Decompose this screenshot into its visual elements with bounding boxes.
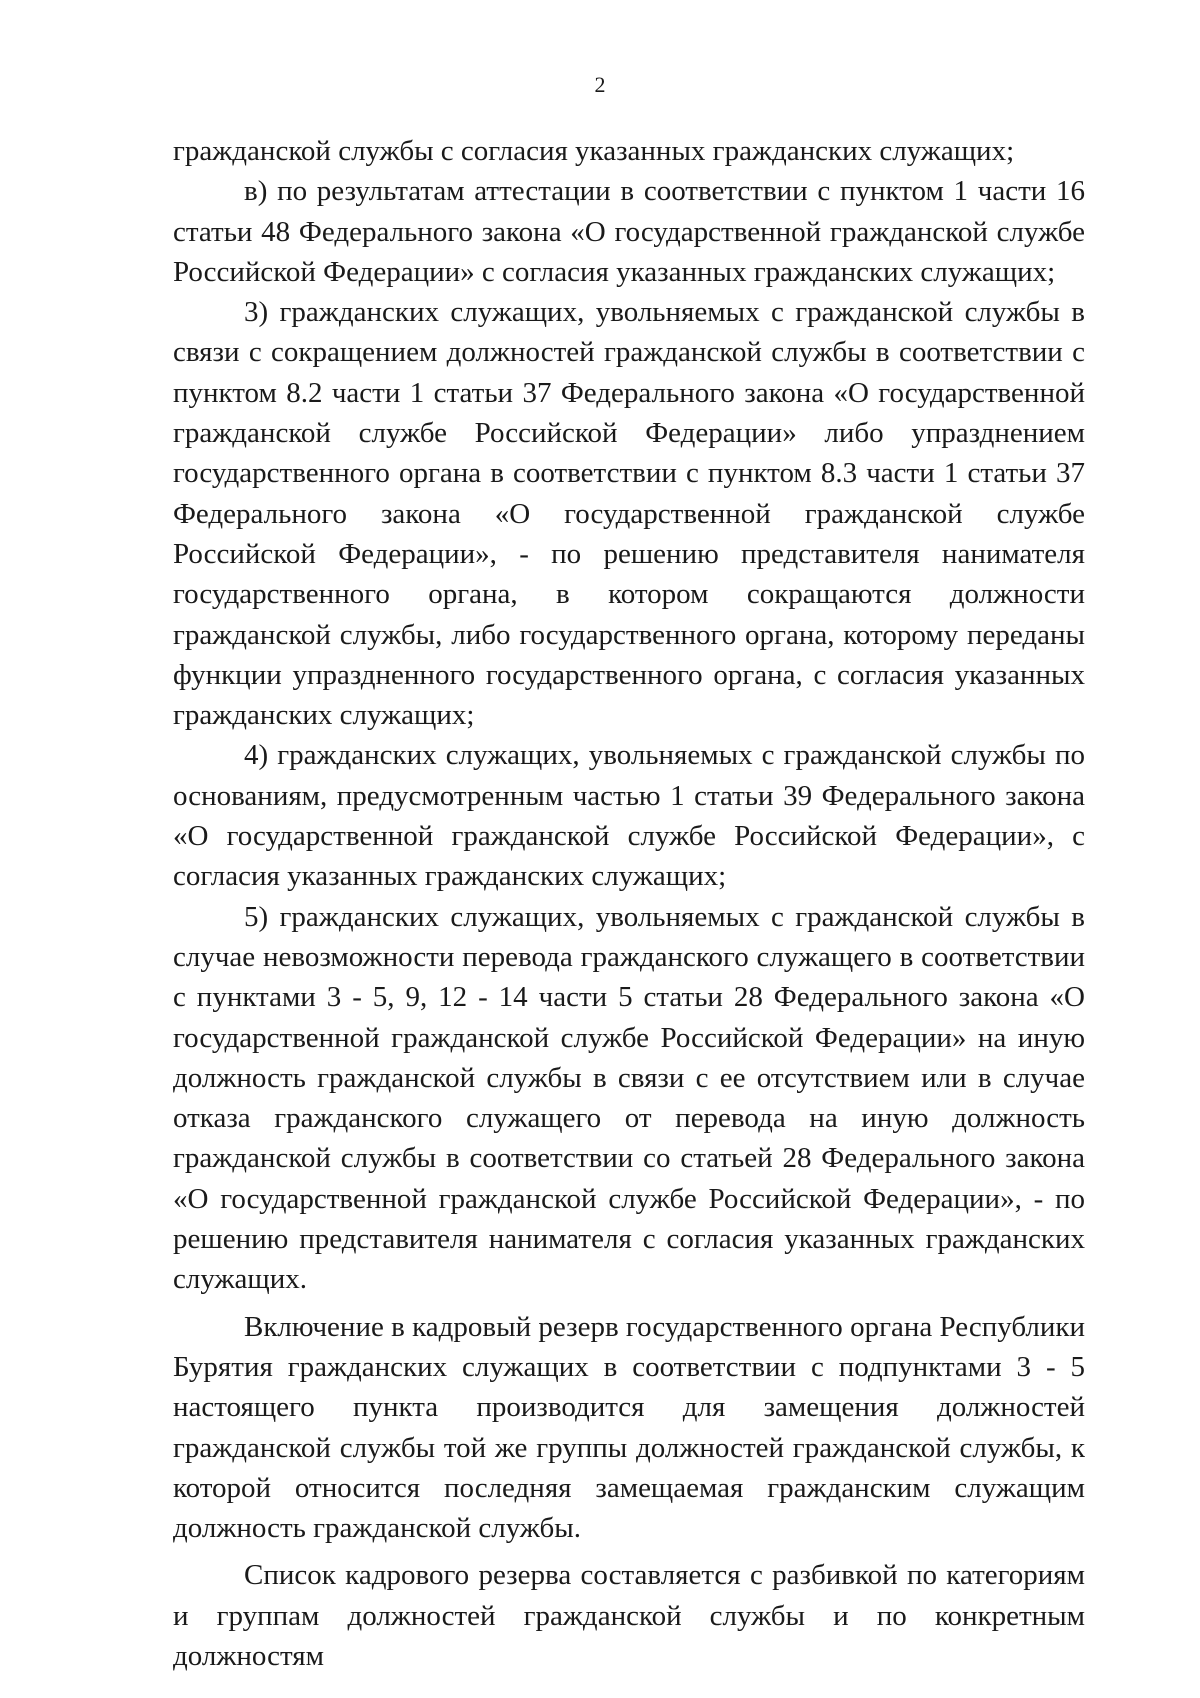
paragraph-item-5: 5) гражданских служащих, увольняемых с гражданской службы в случае невозможности перевода гражданского служащего в соответствии с пунктами 3 - 5, 9, 12 - 14 части 5 статьи 28 Федерального закона «О государственной гражданской службе Российской Федерации» на иную должность гражданской службы в связи с ее отсутствием или в случае отказа гражданского служащего от перевода на иную должность гражданской службы в соответствии со статьей 28 Федерального закона «О государственной гражданской службе Российской Федерации», - по решению представителя нанимателя с согласия указанных гражданских служащих.	[173, 900, 1085, 1296]
page-number: 2	[594, 72, 606, 97]
paragraph-item-3: 3) гражданских служащих, увольняемых с гражданской службы в связи с сокращением должностей гражданской службы в соответствии с пунктом 8.2 части 1 статьи 37 Федерального закона «О государственной гражданской службе Российской Федерации» либо упразднением государственного органа в соответствии с пунктом 8.3 части 1 статьи 37 Федерального закона «О государственной гражданской службе Российской Федерации», - по решению представителя нанимателя государственного органа, в котором сокращаются должности гражданской службы, либо государственного органа, которому переданы функции упраздненного государственного органа, с согласия указанных гражданских служащих;	[173, 296, 1085, 732]
paragraph-inclusion-rule: Включение в кадровый резерв государственного органа Республики Бурятия гражданских служащих в соответствии с подпунктами 3 - 5 настоящего пункта производится для замещения должностей гражданской службы той же группы должностей гражданской службы, к которой относится последняя замещаемая гражданским служащим должность гражданской службы.	[173, 1310, 1085, 1545]
paragraph-reserve-list: Список кадрового резерва составляется с разбивкой по категориям и группам должностей гражданской службы и по конкретным должностям	[173, 1559, 1085, 1672]
document-body	[173, 131, 1085, 1676]
paragraph-subitem-v: в) по результатам аттестации в соответствии с пунктом 1 части 16 статьи 48 Федерального закона «О государственной гражданской службе Российской Федерации» с согласия указанных гражданских служащих;	[173, 175, 1085, 288]
paragraph-item-4: 4) гражданских служащих, увольняемых с гражданской службы по основаниям, предусмотренным частью 1 статьи 39 Федерального закона «О государственной гражданской службе Российской Федерации», с согласия указанных гражданских служащих;	[173, 739, 1085, 893]
paragraph-continuation: гражданской службы с согласия указанных гражданских служащих;	[173, 135, 1015, 167]
